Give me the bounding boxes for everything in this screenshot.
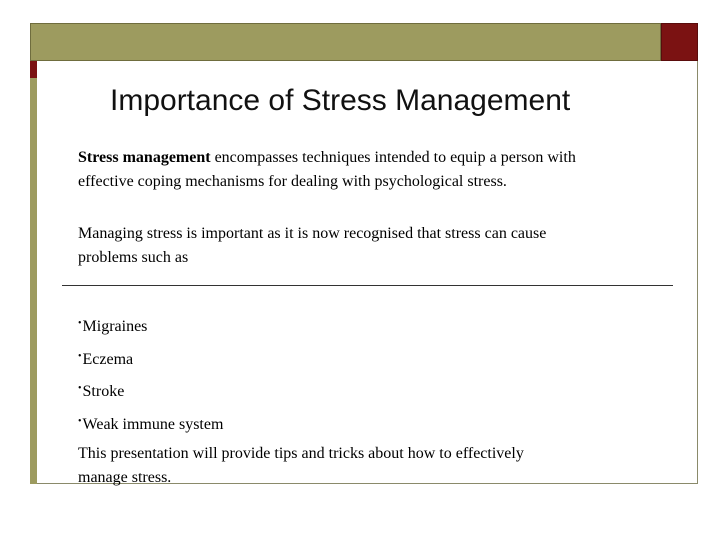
divider-line	[62, 285, 673, 286]
list-item-label: Stroke	[82, 383, 125, 401]
bullet-icon: •	[78, 383, 82, 395]
list-item-label: Eczema	[82, 350, 134, 368]
header-bar	[30, 23, 661, 61]
intro-paragraph	[78, 146, 578, 194]
intro-text: encompasses techniques intended to equip a person with effective coping mechanisms for dealing with psychological stress.	[78, 149, 576, 190]
problems-paragraph: Managing stress is important as it is now recognised that stress can cause problems such as	[78, 225, 547, 266]
list-item-label: Migraines	[82, 318, 148, 336]
closing-paragraph: This presentation will provide tips and tricks about how to effectively manage stress.	[78, 445, 524, 486]
bullet-icon: •	[78, 415, 82, 427]
list-item-label: Weak immune system	[82, 415, 224, 433]
problems-list	[78, 311, 558, 441]
list-item	[78, 344, 558, 377]
header-accent-block	[661, 23, 698, 61]
bullet-icon: •	[78, 350, 82, 362]
slide-title: Importance of Stress Management	[110, 84, 571, 117]
list-item	[78, 376, 558, 409]
bullet-icon: •	[78, 318, 82, 330]
intro-bold-term: Stress management	[78, 149, 211, 166]
left-strip-accent	[30, 61, 37, 78]
list-item	[78, 311, 558, 344]
list-item	[78, 409, 558, 442]
left-strip	[30, 61, 37, 484]
